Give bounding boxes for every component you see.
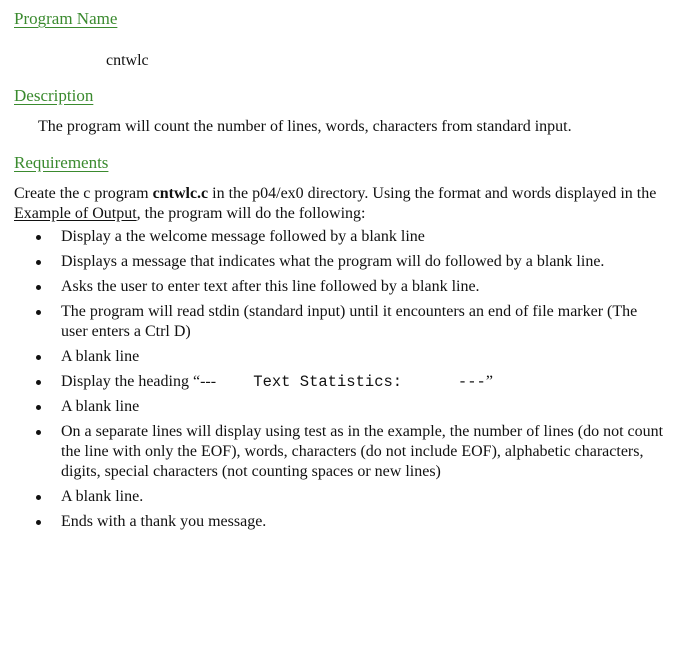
bullet-icon [36, 260, 41, 265]
list-item [0, 347, 680, 367]
description-heading: Description [14, 86, 94, 105]
list-item-text: Asks the user to enter text after this line followed by a blank line. [61, 278, 480, 295]
program-name-value: cntwlc [106, 52, 149, 69]
bullet-icon [36, 380, 41, 385]
intro-part-2: in the p04/ex0 directory. Using the format and words displayed in the [208, 185, 657, 202]
heading-bullet-suffix: ” [485, 373, 493, 390]
bullet-icon [36, 520, 41, 525]
program-file-name: cntwlc.c [152, 185, 209, 202]
list-item-text: On a separate lines will display using test as in the example, the number of lines (do not count the line with only the EOF), words, characters (do not include EOF), alphabetic characters, digits, special characters (not counting spaces or new lines) [61, 423, 664, 480]
intro-part-3: , the program will do the following: [136, 205, 366, 222]
list-item [0, 252, 680, 272]
description-text: The program will count the number of lines, words, characters from standard input. [38, 118, 572, 135]
requirements-list [0, 227, 680, 537]
list-item-text: A blank line. [61, 488, 144, 505]
list-item-text: A blank line [61, 348, 140, 365]
list-item [0, 512, 680, 532]
list-item [0, 397, 680, 417]
bullet-icon [36, 310, 41, 315]
heading-bullet-prefix: Display the heading “--- [61, 373, 217, 390]
list-item [0, 422, 680, 482]
heading-bullet-code: Text Statistics: --- [216, 373, 486, 391]
list-item-text: The program will read stdin (standard input) until it encounters an end of file marker (The user enters a Ctrl D) [61, 303, 638, 340]
example-of-output-link[interactable]: Example of Output [14, 205, 137, 222]
bullet-icon [36, 235, 41, 240]
bullet-icon [36, 355, 41, 360]
list-item-text: Displays a message that indicates what the program will do followed by a blank line. [61, 253, 605, 270]
bullet-icon [36, 430, 41, 435]
list-item-text: A blank line [61, 398, 140, 415]
requirements-heading: Requirements [14, 153, 109, 172]
bullet-icon [36, 405, 41, 410]
intro-part-1: Create the c program [14, 185, 153, 202]
list-item-text: Display a the welcome message followed by a blank line [61, 228, 425, 245]
list-item [0, 277, 680, 297]
list-item [0, 227, 680, 247]
list-item [0, 487, 680, 507]
requirements-intro [14, 184, 684, 224]
bullet-icon [36, 495, 41, 500]
program-name-heading: Program Name [14, 9, 118, 28]
bullet-icon [36, 285, 41, 290]
list-item-heading [0, 372, 680, 392]
list-item-text: Ends with a thank you message. [61, 513, 267, 530]
list-item [0, 302, 680, 342]
